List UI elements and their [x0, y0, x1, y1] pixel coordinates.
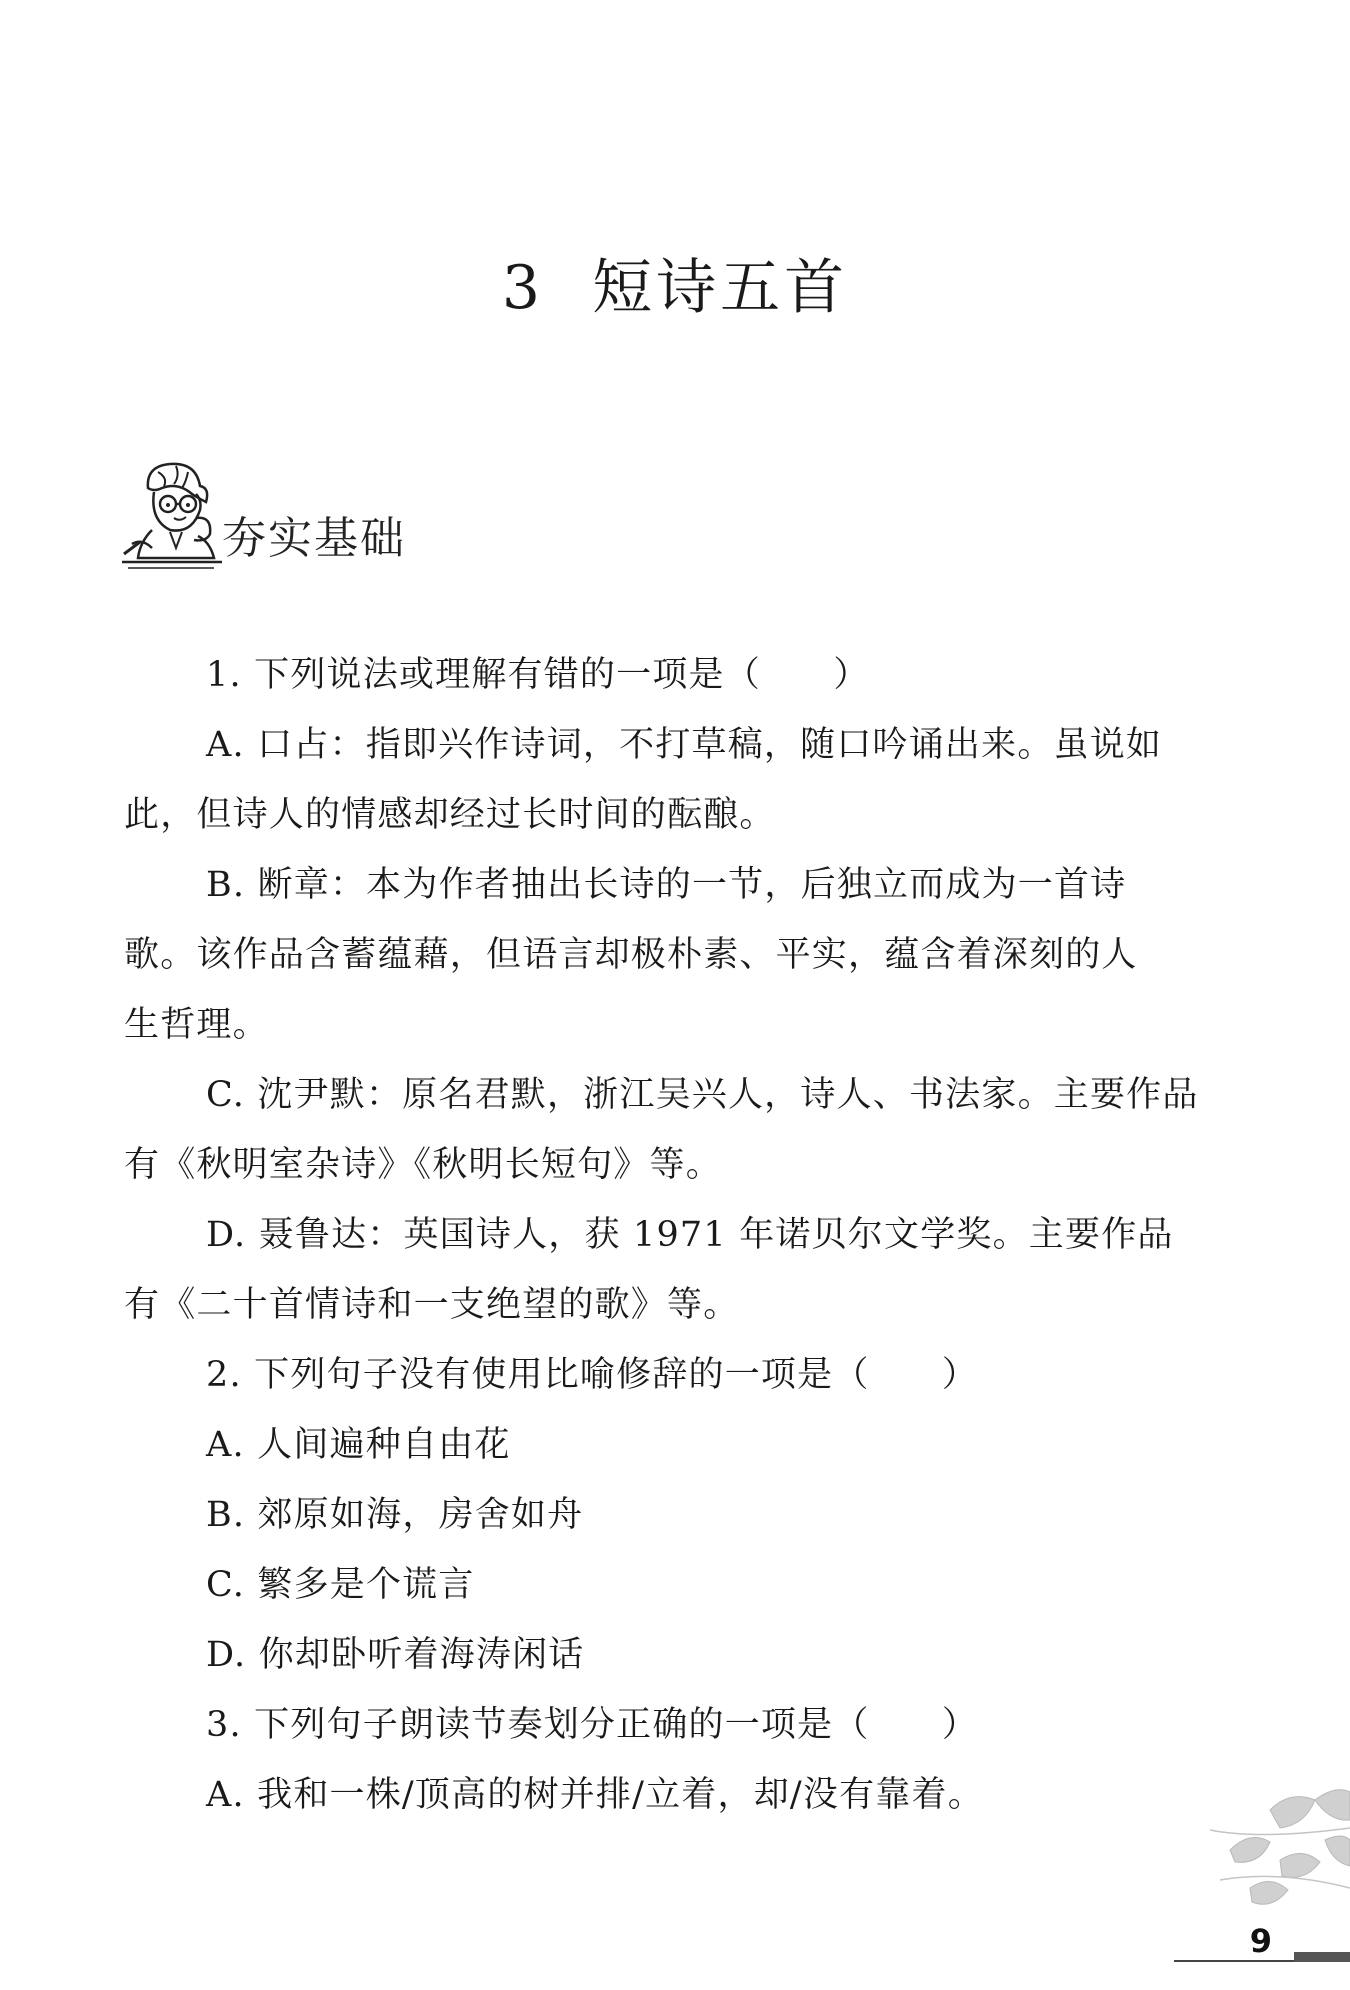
question-3-stem: 3. 下列句子朗读节奏划分正确的一项是（ ） — [206, 1705, 979, 1745]
question-2-stem: 2. 下列句子没有使用比喻修辞的一项是（ ） — [206, 1355, 979, 1395]
question-1-option-d: D. 聂鲁达：英国诗人，获 1971 年诺贝尔文学奖。主要作品 — [206, 1215, 1174, 1255]
question-3-option-a: A. 我和一株/顶高的树并排/立着，却/没有靠着。 — [206, 1775, 984, 1815]
question-1-option-b: B. 断章：本为作者抽出长诗的一节，后独立而成为一首诗 — [206, 865, 1127, 905]
question-1-option-d-cont: 有《二十首情诗和一支绝望的歌》等。 — [124, 1285, 740, 1325]
question-2-option-d: D. 你却卧听着海涛闲话 — [206, 1635, 585, 1675]
chapter-number: 3 — [501, 253, 545, 323]
question-2-option-b: B. 郊原如海，房舍如舟 — [206, 1495, 584, 1535]
page-rule — [1294, 1952, 1350, 1962]
page-number: 9 — [1249, 1922, 1272, 1960]
exercise-content — [124, 640, 1224, 1830]
leaf-pattern-icon — [1120, 1770, 1350, 1930]
page-corner — [1120, 1770, 1350, 1990]
page-rule-thin — [1174, 1960, 1294, 1962]
chapter-title — [0, 240, 1350, 326]
question-1-stem: 1. 下列说法或理解有错的一项是（ ） — [206, 655, 870, 695]
question-1-option-a: A. 口占：指即兴作诗词，不打草稿，随口吟诵出来。虽说如 — [206, 725, 1163, 765]
chapter-name: 短诗五首 — [592, 253, 849, 323]
question-1-option-c: C. 沈尹默：原名君默，浙江吴兴人，诗人、书法家。主要作品 — [206, 1075, 1199, 1115]
section-header — [118, 458, 518, 598]
cartoon-student-writing-icon — [118, 458, 228, 578]
question-1-option-a-cont: 此，但诗人的情感却经过长时间的酝酿。 — [124, 795, 776, 835]
question-1-option-b-cont: 歌。该作品含蓄蕴藉，但语言却极朴素、平实，蕴含着深刻的人 — [124, 935, 1138, 975]
section-title: 夯实基础 — [222, 513, 406, 564]
question-2-option-a: A. 人间遍种自由花 — [206, 1425, 511, 1465]
question-2-option-c: C. 繁多是个谎言 — [206, 1565, 475, 1605]
question-1-option-c-cont: 有《秋明室杂诗》《秋明长短句》等。 — [124, 1145, 722, 1185]
question-1-option-b-cont2: 生哲理。 — [124, 1005, 269, 1045]
